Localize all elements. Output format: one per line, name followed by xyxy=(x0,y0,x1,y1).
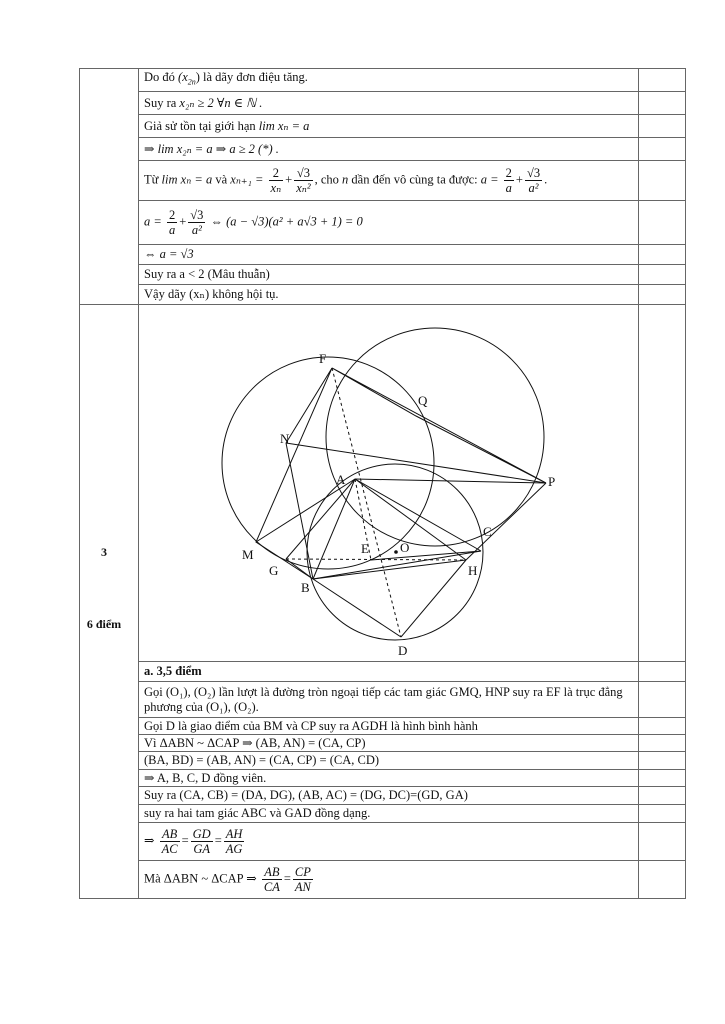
label-f: F xyxy=(319,351,327,366)
section-heading: a. 3,5 điểm xyxy=(139,662,639,682)
line-a-p xyxy=(355,479,546,483)
label-m: M xyxy=(242,547,254,562)
row-factorization: a = $\frac{2}{a}$ + $\frac{√3}{\text{a²}}$ ⇔ (a − √3)(a² + a√3 + 1) = 0 xyxy=(80,201,686,245)
line-a-m xyxy=(256,479,355,542)
circle-o1 xyxy=(222,357,434,569)
label-p: P xyxy=(548,474,556,489)
step-9-text: Mà ΔABN ~ ΔCAP ⇒ $\frac{AB}{CA}$ = $\frac{CP}{AN}$ xyxy=(139,861,639,899)
line-f-d xyxy=(332,368,401,637)
line-a-b xyxy=(313,479,355,579)
step-5-text: ⇒ A, B, C, D đồng viên. xyxy=(139,770,639,787)
center-o-dot xyxy=(394,550,398,554)
problem-number: 3 xyxy=(101,545,107,559)
line-b-h xyxy=(313,560,466,579)
row-monotone xyxy=(80,69,686,92)
label-a: A xyxy=(336,472,346,487)
label-o: O xyxy=(400,540,410,555)
label-n: N xyxy=(280,431,290,446)
row-limit-equation: Từ lim xₙ = a và xₙ₊₁ = $\frac{2}{\text{xₙ}}$ + $\frac{√3}{\text{xₙ²}}$ , cho n dần đến vô cùng ta được: a = $\frac{2}{a}$ + $\frac{√3}{\text{a²}}$ . xyxy=(80,161,686,201)
line-b-c xyxy=(313,551,481,579)
label-q: Q xyxy=(418,393,428,408)
step-4-text: (BA, BD) = (AB, AN) = (CA, CP) = (CA, CD) xyxy=(139,752,639,770)
score-cell xyxy=(639,69,686,92)
row-step-9 xyxy=(80,861,686,899)
line-a-c xyxy=(355,479,481,551)
step-1-text: Gọi (O₁), (O₂) lần lượt là đường tròn ngoại tiếp các tam giác GMQ, HNP suy ra EF là trục đẳng phương của (O₁), (O₂). xyxy=(139,682,639,718)
row-limit-assume: Giả sử tồn tại giới hạn lim xₙ = a xyxy=(80,115,686,138)
label-b: B xyxy=(301,580,310,595)
label-h: H xyxy=(468,563,478,578)
label-d: D xyxy=(398,643,408,658)
label-e: E xyxy=(361,541,369,556)
line-a-h xyxy=(355,479,466,560)
line-a-g xyxy=(286,479,355,559)
line-f-q-p xyxy=(332,368,546,483)
line-f-n xyxy=(286,368,332,443)
figure-cell xyxy=(139,305,639,662)
row-bound: Suy ra x₂ₙ ≥ 2 ∀n ∈ ℕ . xyxy=(80,92,686,115)
step-8-text: ⇒ $\frac{AB}{AC}$ = $\frac{GD}{GA}$ = $\frac{AH}{AG}$ xyxy=(139,823,639,861)
step-2-text: Gọi D là giao điểm của BM và CP suy ra AGDH là hình bình hành xyxy=(139,718,639,735)
line-b-d xyxy=(313,579,401,637)
row-step-5 xyxy=(80,770,686,787)
row-limit-even: ⇒ lim x₂ₙ = a ⇒ a ≥ 2 (*) . xyxy=(80,138,686,161)
row-conclusion: Vậy dãy (xₙ) không hội tụ. xyxy=(80,285,686,305)
row-root: ⇔ a = √3 xyxy=(80,245,686,265)
step-3-text: Vì ΔABN ~ ΔCAP ⇒ (AB, AN) = (CA, CP) xyxy=(139,735,639,752)
row-step-7 xyxy=(80,805,686,823)
row-step-2 xyxy=(80,718,686,735)
step-6-text: Suy ra (CA, CB) = (DA, DG), (AB, AC) = (DG, DC)=(GD, GA) xyxy=(139,787,639,805)
part-3-cell xyxy=(80,305,139,899)
label-c: C xyxy=(483,524,492,539)
line-f-m-b xyxy=(256,368,332,579)
row-contradiction: Suy ra a < 2 (Mâu thuẫn) xyxy=(80,265,686,285)
label-g: G xyxy=(269,563,279,578)
row-step-1 xyxy=(80,682,686,718)
solution-table xyxy=(79,68,686,899)
geometry-figure xyxy=(139,305,637,661)
line-d-h xyxy=(401,560,466,637)
row-step-6 xyxy=(80,787,686,805)
step-7-text: suy ra hai tam giác ABC và GAD đồng dạng. xyxy=(139,805,639,823)
row-step-4 xyxy=(80,752,686,770)
row-step-8 xyxy=(80,823,686,861)
row-figure xyxy=(80,305,686,662)
problem-points: 6 điểm xyxy=(86,617,122,631)
text-monotone: Do đó $(x_{2n})$ là dãy đơn điệu tăng. xyxy=(139,69,639,92)
part-number-cell xyxy=(80,69,139,305)
row-section-a xyxy=(80,662,686,682)
circle-o2 xyxy=(326,328,544,546)
row-step-3 xyxy=(80,735,686,752)
